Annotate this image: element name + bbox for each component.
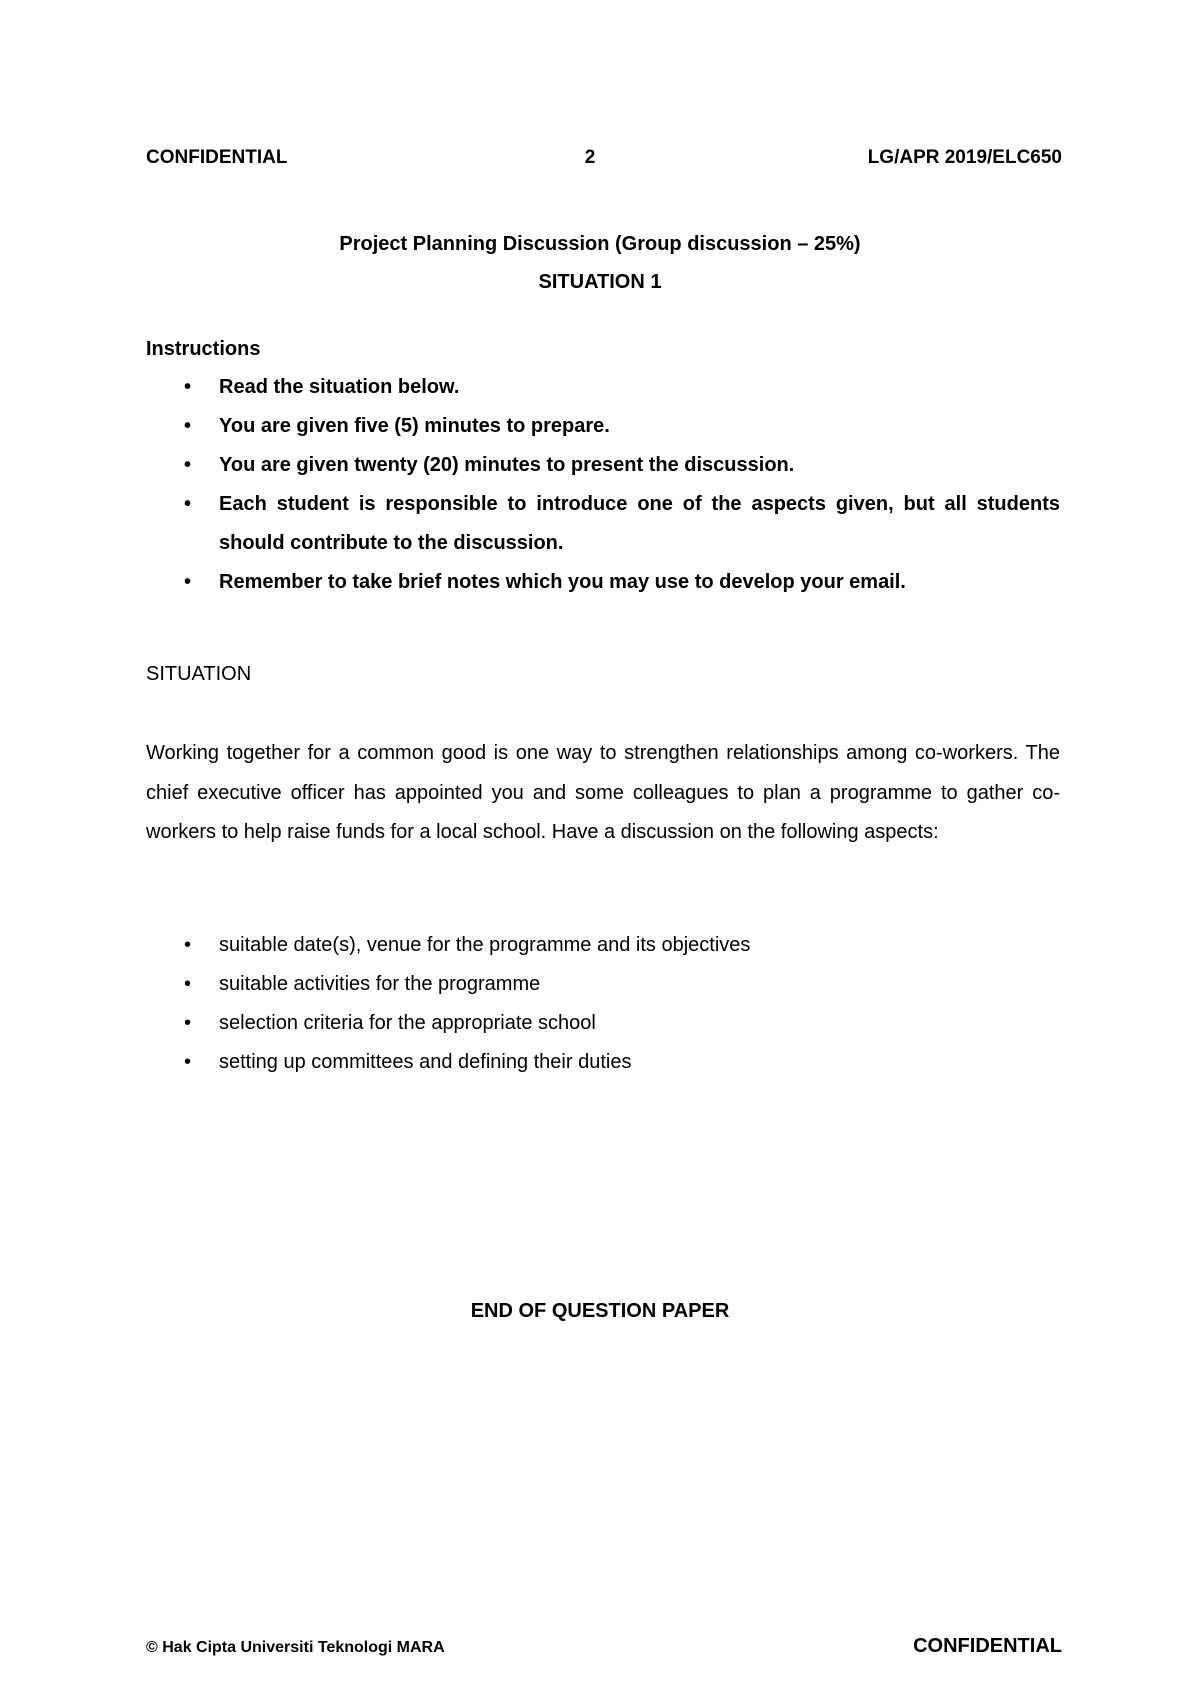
page-number: 2 (584, 147, 596, 168)
footer-copyright: © Hak Cipta Universiti Teknologi MARA (146, 1639, 445, 1656)
list-item (146, 1004, 1060, 1043)
paper-code: LG/APR 2019/ELC650 (867, 147, 1062, 168)
list-item-text: setting up committees and defining their duties (219, 1051, 632, 1073)
bullet-icon: • (184, 934, 192, 956)
list-item-text: Remember to take brief notes which you may use to develop your email. (219, 571, 906, 593)
bullet-icon: • (184, 415, 192, 437)
list-item-text: suitable activities for the programme (219, 973, 541, 995)
bullet-icon: • (184, 1051, 192, 1073)
bullet-icon: • (184, 376, 192, 398)
list-item (146, 368, 1060, 407)
list-item (146, 485, 1060, 563)
list-item-text: You are given twenty (20) minutes to present the discussion. (219, 454, 795, 476)
bullet-icon: • (184, 1012, 192, 1034)
end-of-paper: END OF QUESTION PAPER (470, 1300, 730, 1322)
list-item-text: Read the situation below. (219, 376, 460, 398)
list-item-text: Each student is responsible to introduce one of the aspects given, but all students should contribute to the discussion. (219, 493, 1060, 554)
bullet-icon: • (184, 454, 192, 476)
list-item (146, 563, 1060, 602)
list-item-text: selection criteria for the appropriate school (219, 1012, 596, 1034)
list-item (146, 1043, 1060, 1082)
bullet-icon: • (184, 973, 192, 995)
bullet-icon: • (184, 571, 192, 593)
list-item (146, 926, 1060, 965)
list-item-text: suitable date(s), venue for the programme and its objectives (219, 934, 751, 956)
list-item-text: You are given five (5) minutes to prepare. (219, 415, 610, 437)
page-title: Project Planning Discussion (Group discussion – 25%) (339, 233, 861, 255)
instructions-heading: Instructions (146, 338, 261, 360)
list-item (146, 407, 1060, 446)
instructions-list (146, 368, 1060, 602)
list-item (146, 446, 1060, 485)
aspects-list (146, 926, 1060, 1082)
bullet-icon: • (184, 493, 192, 515)
list-item (146, 965, 1060, 1004)
header-confidential: CONFIDENTIAL (146, 147, 288, 168)
situation-paragraph: Working together for a common good is one way to strengthen relationships among co-workers. The chief executive officer has appointed you and some colleagues to plan a programme to gather co-workers to help raise funds for a local school. Have a discussion on the following aspects: (146, 742, 1060, 843)
situation-heading: SITUATION (146, 663, 252, 685)
page-subtitle: SITUATION 1 (538, 271, 662, 293)
footer-confidential: CONFIDENTIAL (913, 1635, 1062, 1657)
